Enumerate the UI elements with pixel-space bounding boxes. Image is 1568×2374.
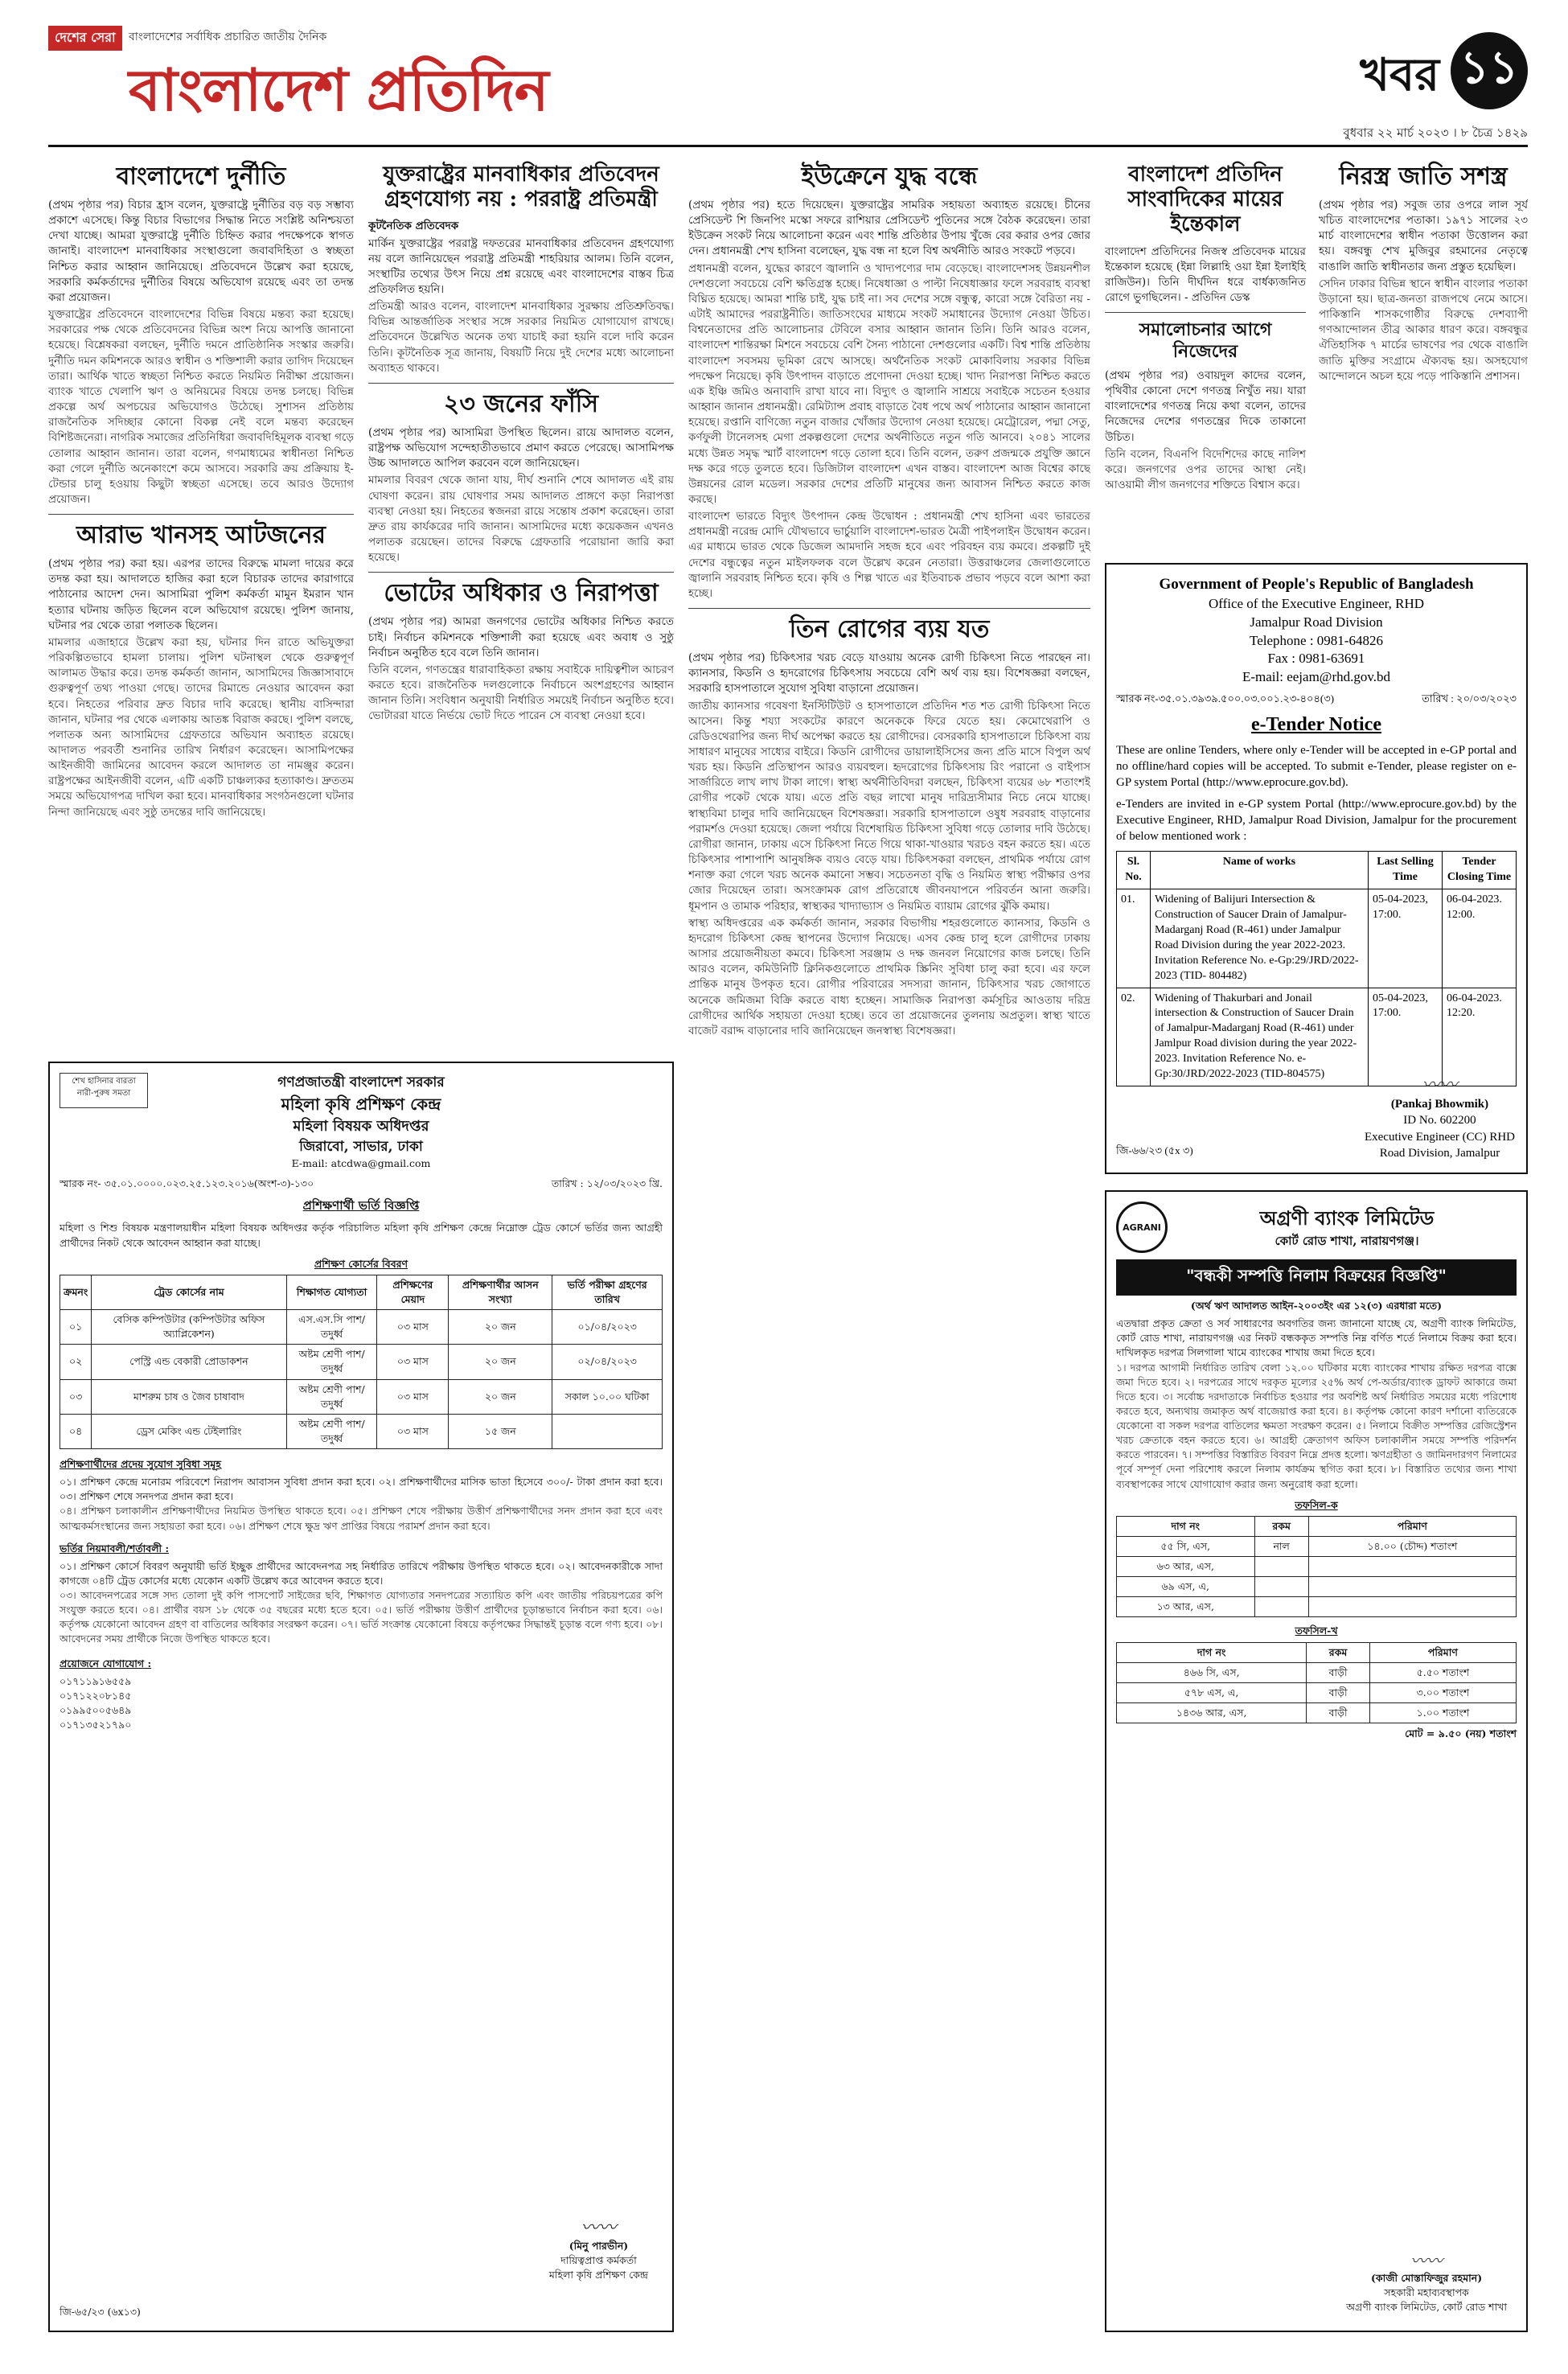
contact-list — [60, 1674, 663, 1733]
schedule-b-table — [1116, 1642, 1517, 1724]
logo-tag: দেশের সেরা — [48, 26, 122, 51]
training-signature — [549, 2214, 648, 2282]
act-reference: (অর্থ ঋণ আদালত আইন-২০০৩ইং এর ১২(৩) এরধারা মতে) — [1190, 1300, 1443, 1312]
section-title: খবর — [1360, 48, 1439, 101]
signer-title: দায়িত্বপ্রাপ্ত কর্মকর্তা — [560, 2253, 637, 2266]
masthead-rule — [48, 145, 1528, 147]
masthead — [48, 18, 1528, 146]
headline-human-rights[interactable]: যুক্তরাষ্ট্রের মানবাধিকার প্রতিবেদন গ্রহণযোগ্য নয় : পররাষ্ট্র প্রতিমন্ত্রী — [383, 162, 659, 212]
table-row — [1117, 1662, 1517, 1682]
center-title: মহিলা কৃষি প্রশিক্ষণ কেন্দ্র — [281, 1094, 441, 1114]
memo-number: স্মারক নং-৩৫.০১.৩৯৩৯.৫০০.০৩.০০১.২৩-৪০৪(৩) — [1116, 692, 1335, 705]
column-2 — [368, 158, 674, 1050]
table-header-row — [60, 1275, 663, 1309]
cell: ১৩ আর, এস, — [1117, 1597, 1255, 1617]
cell: ০১/০৪/২০২৩ — [552, 1310, 663, 1345]
article-body: (প্রথম পৃষ্ঠার পর) করা হয়। এরপর তাদের বিরুদ্ধে মামলা দায়ের করে তদন্ত করা হয়। আদালতে হাজির করা হলে বিচারক তাদের কারাগারে পাঠানোর আদেশ দেন। আসামিরা পুলিশ কর্মকর্তা মামুন ইমরান খান হত্যার ঘটনায় জড়িত ছিলেন বলে অভিযোগ রয়েছে। পুলিশ জানায়, ঘটনার পর থেকে তারা পলাতক ছিলেন। — [48, 557, 354, 632]
division-title: Jamalpur Road Division — [1250, 614, 1383, 630]
column-4-row — [1105, 158, 1528, 495]
cell: বাড়ী — [1307, 1682, 1369, 1702]
cell — [1308, 1597, 1516, 1617]
tender-title: e-Tender Notice — [1251, 713, 1381, 735]
telephone: Telephone : 0981-64826 — [1250, 632, 1383, 648]
column-divider — [368, 572, 674, 573]
slogan-box: শেখ হাসিনার বারতা নারী-পুরুষ সমতা — [60, 1073, 148, 1108]
tender-signature — [1365, 1071, 1515, 1161]
bank-logo-icon: AGRANI — [1116, 1201, 1168, 1253]
facilities-list: ০১। প্রশিক্ষণ কেন্দ্রে মনোরম পরিবেশে নিরাপদ আবাসন সুবিধা প্রদান করা হবে। ০২। প্রশিক্ষণার্থীদের মাসিক ভাতা হিসেবে ৩০০/- টাকা প্রদান করা হবে। ০৩। প্রশিক্ষণ শেষে সনদপত্র প্রদান করা হবে। — [60, 1476, 663, 1503]
article-body-continued: সেদিন ঢাকার বিভিন্ন স্থানে স্বাধীন বাংলার পতাকা উড়ানো হয়। ছাত্র-জনতা রাজপথে নেমে আসে। পাকিস্তানি শাসকগোষ্ঠীর বিরুদ্ধে দেশব্যাপী গণআন্দোলন তীব্র আকার ধারণ করে। বঙ্গবন্ধুর ঐতিহাসিক ৭ মার্চের ভাষণের পর থেকে বাঙালি জাতি মুক্তির সংগ্রামে ঐক্যবদ্ধ হয়। অসহযোগ আন্দোলনে অচল হয়ে পড়ে পাকিস্তানি প্রশাসন। — [1319, 277, 1528, 383]
table-row — [1117, 1536, 1517, 1556]
department-title: মহিলা বিষয়ক অধিদপ্তর — [293, 1117, 429, 1135]
col-header: Name of works — [1151, 852, 1369, 889]
table-header-row — [1117, 1516, 1517, 1536]
headline-disease-cost[interactable]: তিন রোগের ব্যয় যত — [789, 615, 990, 644]
headline-voting-rights[interactable]: ভোটের অধিকার ও নিরাপত্তা — [384, 579, 659, 608]
bank-auction-notice — [1105, 1190, 1528, 2332]
cell: ৬৩ আর, এস, — [1117, 1557, 1255, 1577]
signature-scribble: 〰〰 — [1410, 2250, 1443, 2270]
rules-list: ০১। প্রশিক্ষণ কোর্সে বিবরণ অনুযায়ী ভর্তি ইচ্ছুক প্রার্থীদের আবেদনপত্র সহ নির্ধারিত তারিখে পরীক্ষায় উপস্থিত থাকতে হবে। ০২। আবেদনকারীকে সাদা কাগজে ০৪টি ট্রেড কোর্সের মধ্যে যেকোন একটি উল্লেখ করে আবেদন করতে হবে। — [60, 1559, 663, 1587]
cell: বাড়ী — [1307, 1702, 1369, 1723]
cell: ০২/০৪/২০২৩ — [552, 1345, 663, 1379]
fax: Fax : 0981-63691 — [1267, 651, 1365, 667]
signer-name: (মিনু পারভীন) — [569, 2239, 629, 2252]
article-body-continued: তিনি বলেন, গণতন্ত্রের ধারাবাহিকতা রক্ষায় সবাইকে দায়িত্বশীল আচরণ করতে হবে। রাজনৈতিক দলগুলোকে নির্বাচনে অংশগ্রহণের আহ্বান জানান তিনি। সংবিধান অনুযায়ী নির্ধারিত সময়েই নির্বাচন অনুষ্ঠিত হবে। ভোটাররা যাতে নির্ভয়ে ভোট দিতে পারেন সে ব্যবস্থা নেওয়া হবে। — [368, 663, 674, 723]
col-header: ভর্তি পরীক্ষা গ্রহণের তারিখ — [552, 1275, 663, 1309]
col-header: দাগ নং — [1117, 1516, 1255, 1536]
cell: বেসিক কম্পিউটার (কম্পিউটার অফিস অ্যাপ্লিকেশন) — [92, 1310, 286, 1345]
tender-invitation: e-Tenders are invited in e-GP system Portal (http://www.eprocure.gov.bd) by the Executive Engineer, RHD, Jamalpur Road Division, Jamalpur for the procurement of below mentioned work : — [1116, 797, 1517, 844]
cell: ১৪৩৬ আর, এস, — [1117, 1702, 1307, 1723]
article-body-continued: মামলার বিবরণ থেকে জানা যায়, দীর্ঘ শুনানি শেষে আদালত এই রায় ঘোষণা করেন। রায় ঘোষণার সময় আদালত প্রাঙ্গণে কড়া নিরাপত্তা ব্যবস্থা নেওয়া হয়। নিহতের স্বজনরা রায়ে সন্তোষ প্রকাশ করেছেন। তারা দ্রুত রায় কার্যকরের দাবি জানান। আসামিদের মধ্যে কয়েকজন এখনও পলাতক রয়েছেন। তাদের বিরুদ্ধে গ্রেফতারি পরোয়ানা জারি করা হয়েছে। — [368, 474, 674, 565]
cell: এস.এস.সি পাশ/তদুর্ধ্ব — [286, 1310, 377, 1345]
column-divider — [688, 608, 1090, 609]
cell: ৬৯ এস, এ, — [1117, 1577, 1255, 1597]
armed-nation-block — [1319, 158, 1528, 495]
notice-title: প্রশিক্ষণার্থী ভর্তি বিজ্ঞপ্তি — [302, 1197, 420, 1213]
memo-row — [1116, 692, 1517, 706]
col-header: রকম — [1254, 1516, 1308, 1536]
column-divider — [1105, 312, 1306, 313]
byline: কূটনৈতিক প্রতিবেদক — [368, 220, 459, 233]
article-body-continued: স্বাস্থ্য অধিদপ্তরের এক কর্মকর্তা জানান, সরকার বিভাগীয় শহরগুলোতে ক্যানসার, কিডনি ও হৃদরোগ চিকিৎসা কেন্দ্র স্থাপনের উদ্যোগ নিয়েছে। এসব কেন্দ্র চালু হলে রোগীদের ঢাকায় আসার প্রয়োজনীয়তা কমবে। চিকিৎসা সরঞ্জাম ও দক্ষ জনবল নিয়োগের কাজ চলছে। তিনি আরও বলেন, কমিউনিটি ক্লিনিকগুলোতে প্রাথমিক স্ক্রিনিং সুবিধা চালু করা হবে। এর ফলে প্রান্তিক মানুষ উপকৃত হবে। রোগীর পরিবারের সদস্যরা জানান, চিকিৎসার খরচ জোগাতে অনেকে জমিজমা বিক্রি করতে বাধ্য হচ্ছেন। সামাজিক নিরাপত্তা কর্মসূচির আওতায় দরিদ্র রোগীদের আর্থিক সহায়তা দেওয়া হচ্ছে। তবে তা প্রয়োজনের তুলনায় অপ্রতুল। স্বাস্থ্য খাতে বাজেট বরাদ্দ বাড়ানোর দাবি জানিয়েছেন জনস্বাস্থ্য বিশেষজ্ঞরা। — [688, 916, 1090, 1037]
rules-title: ভর্তির নিয়মাবলী/শর্তাবলী : — [60, 1542, 170, 1555]
auction-body: এতদ্বারা প্রকৃত ক্রেতা ও সর্ব সাধারণের অবগতির জন্য জানানো যাচ্ছে যে, অগ্রণী ব্যাংক লিমিটেড, কোর্ট রোড শাখা, নারায়ণগঞ্জ এর নিকট বন্ধককৃত সম্পত্তি নিম্ন বর্ণিত শর্তে নিলামে বিক্রয় করা হবে। দাখিলকৃত দরপত্র সিলগালা খামে ব্যাংকের শাখায় জমা দিতে হবে। — [1116, 1317, 1517, 1359]
facilities-continued: ০৪। প্রশিক্ষণ চলাকালীন প্রশিক্ষণার্থীদের নিয়মিত উপস্থিত থাকতে হবে। ০৫। প্রশিক্ষণ শেষে পরীক্ষায় উত্তীর্ণ প্রশিক্ষণার্থীদের সনদ প্রদান করা হবে এবং আত্মকর্মসংস্থানের জন্য সহায়তা করা হবে। ০৬। প্রশিক্ষণ শেষে ক্ষুদ্র ঋণ প্রাপ্তির বিষয়ে পরামর্শ প্রদান করা হবে। — [60, 1505, 663, 1532]
cell-selling: 05-04-2023, 17:00. — [1369, 988, 1443, 1086]
article-body: (প্রথম পৃষ্ঠার পর) সবুজ তার ওপরে লাল সূর্য খচিত বাংলাদেশের পতাকা। ১৯৭১ সালের ২৩ মার্চ বাংলাদেশের স্বাধীন পতাকা উত্তোলন করা হয়। বঙ্গবন্ধু শেখ মুজিবুর রহমানের নেতৃত্বে বাঙালি জাতি স্বাধীনতার জন্য প্রস্তুত হয়েছিল। — [1319, 199, 1528, 273]
bank-name: অগ্রণী ব্যাংক লিমিটেড — [1259, 1205, 1435, 1230]
cell-closing: 06-04-2023. 12:20. — [1443, 988, 1517, 1086]
article-body: (প্রথম পৃষ্ঠার পর) ওবায়দুল কাদের বলেন, পৃথিবীর কোনো দেশে গণতন্ত্র নিখুঁত নয়। যারা বাংলাদেশের গণতন্ত্র নিয়ে কথা বলেন, তাদের নিজেদের দেশের গণতন্ত্রের দিকে তাকানো উচিত। — [1105, 368, 1306, 444]
article-body: মার্কিন যুক্তরাষ্ট্রের পররাষ্ট্র দফতরের মানবাধিকার প্রতিবেদন গ্রহণযোগ্য নয় বলে জানিয়েছেন পররাষ্ট্র প্রতিমন্ত্রী শাহরিয়ার আলম। তিনি বলেন, সংস্থাটির তথ্যের উৎস নিয়ে প্রশ্ন রয়েছে এবং বাংলাদেশের বাস্তব চিত্র প্রতিফলিত হয়নি। — [368, 236, 674, 296]
article-body-continued: বাংলাদেশ ভারতে বিদ্যুৎ উৎপাদন কেন্দ্র উদ্বোধন : প্রধানমন্ত্রী শেখ হাসিনা এবং ভারতের প্রধানমন্ত্রী নরেন্দ্র মোদি যৌথভাবে ভার্চুয়ালি বাংলাদেশ-ভারত মৈত্রী পাইপলাইন উদ্বোধন করেন। এর মাধ্যমে ভারত থেকে ডিজেল আমদানি সহজ হবে এবং পরিবহন ব্যয় কমবে। প্রকল্পটি দুই দেশের বন্ধুত্বের নতুন মাইলফলক বলে উল্লেখ করেন নেতারা। উত্তরাঞ্চলের জেলাগুলোতে জ্বালানি সরবরাহ নিশ্চিত হবে। কৃষি ও শিল্প খাতে এর ইতিবাচক প্রভাব পড়বে বলে আশা করা হচ্ছে। — [688, 510, 1090, 600]
ad-code: জি-৬৬/২৩ (৫x ৩) — [1116, 1144, 1193, 1157]
cell: ১.০০ শতাংশ — [1369, 1702, 1516, 1723]
col-header: প্রশিক্ষণার্থীর আসন সংখ্যা — [449, 1275, 552, 1309]
email-link[interactable]: E-mail: eejam@rhd.gov.bd — [1242, 669, 1391, 685]
col-header: পরিমাণ — [1369, 1642, 1516, 1662]
cell — [1308, 1577, 1516, 1597]
cell-work: Widening of Thakurbari and Jonail intersection & Construction of Saucer Drain of Jamalpur-Madarganj Road (R-461) under Jamlpur Road division during the year 2022-2023. Invitation Reference No. e-Gp:30/JRD/2022-2023 (TID-804575) — [1151, 988, 1369, 1086]
cell — [1254, 1577, 1308, 1597]
schedule-a-title: তফসিল-ক — [1295, 1498, 1338, 1511]
cell: মাশরুম চাষ ও জৈব চাষাবাদ — [92, 1379, 286, 1414]
cell: নাল — [1254, 1536, 1308, 1556]
bank-header — [1116, 1201, 1517, 1253]
cell: ০৩ মাস — [377, 1310, 449, 1345]
table-row — [60, 1379, 663, 1414]
schedule-a-table — [1116, 1516, 1517, 1618]
article-body: (প্রথম পৃষ্ঠার পর) আসামিরা উপস্থিত ছিলেন। রায়ে আদালত বলেন, রাষ্ট্রপক্ষ অভিযোগ সন্দেহাতীতভাবে প্রমাণ করতে পেরেছে। আসামিপক্ষ উচ্চ আদালতে আপিল করবেন বলে জানিয়েছেন। — [368, 425, 674, 470]
auction-body-continued: ১। দরপত্র আগামী নির্ধারিত তারিখ বেলা ১২.০০ ঘটিকার মধ্যে ব্যাংকের শাখায় রক্ষিত দরপত্র বাক্সে জমা দিতে হবে। ২। দরপত্রের সাথে দরকৃত মূল্যের ২৫% অর্থ পে-অর্ডার/ব্যাংক ড্রাফট আকারে জমা দিতে হবে। ৩। সর্বোচ্চ দরদাতাকে নির্বাচিত হওয়ার পর অবশিষ্ট অর্থ নির্ধারিত সময়ের মধ্যে পরিশোধ করতে হবে, অন্যথায় জমাকৃত অর্থ বাজেয়াপ্ত করা হবে। ৪। কর্তৃপক্ষ কোনো কারণ দর্শানো ব্যতিরেকে যেকোনো বা সকল দরপত্র বাতিলের ক্ষমতা সংরক্ষণ করেন। ৫। নিলামে বিক্রীত সম্পত্তির রেজিস্ট্রেশন খরচ ক্রেতাকে বহন করতে হবে। ৬। আগ্রহী ক্রেতাগণ অফিস চলাকালীন সময়ে সম্পত্তি পরিদর্শন করতে পারবেন। ৭। সম্পত্তির বিস্তারিত বিবরণ নিম্নে প্রদত্ত হলো। ঋণগ্রহীতা ও জামিনদারগণ নিলামের পূর্বে সম্পূর্ণ দেনা পরিশোধ করলে নিলাম কার্যক্রম স্থগিত করা হবে। ৮। বিস্তারিত তথ্যের জন্য শাখা ব্যবস্থাপকের সাথে যোগাযোগ করার জন্য অনুরোধ করা হলো। — [1116, 1361, 1517, 1490]
cell: ১৫ জন — [449, 1414, 552, 1448]
cell: ০৩ মাস — [377, 1379, 449, 1414]
article-body: বাংলাদেশ প্রতিদিনের নিজস্ব প্রতিবেদক মায়ের ইন্তেকাল হয়েছে (ইন্না লিল্লাহি ওয়া ইন্না ইলাইহি রাজিউন)। তিনি দীর্ঘদিন ধরে বার্ধক্যজনিত রোগে ভুগছিলেন। - প্রতিদিন ডেস্ক — [1105, 244, 1306, 305]
cell: ৫.৫০ শতাংশ — [1369, 1662, 1516, 1682]
article-body-continued: প্রধানমন্ত্রী বলেন, যুদ্ধের কারণে জ্বালানি ও খাদ্যপণ্যের দাম বেড়েছে। বাংলাদেশসহ উন্নয়নশীল দেশগুলো সবচেয়ে বেশি ক্ষতিগ্রস্ত হচ্ছে। নিষেধাজ্ঞা ও পাল্টা নিষেধাজ্ঞার ফলে সরবরাহ ব্যবস্থা বিঘ্নিত হয়েছে। আমরা শান্তি চাই, যুদ্ধ চাই না। সব দেশের সঙ্গে বন্ধুত্ব, কারো সঙ্গে বৈরিতা নয় - এটাই আমাদের পররাষ্ট্রনীতি। জাতিসংঘের মাধ্যমে সংকট সমাধানের উদ্যোগ নেওয়া উচিত। বিশ্বনেতাদের প্রতি আলোচনার টেবিলে বসার আহ্বান জানান তিনি। তিনি আরও বলেন, বাংলাদেশ শান্তিরক্ষা মিশনে সবচেয়ে বেশি সৈন্য পাঠানো দেশগুলোর একটি। বিশ্ব শান্তি প্রতিষ্ঠায় বাংলাদেশ সবসময় ভূমিকা রেখে আসছে। অর্থনৈতিক সংকট মোকাবিলায় সরকার বিভিন্ন পদক্ষেপ নিয়েছে। কৃষি উৎপাদন বাড়াতে প্রণোদনা দেওয়া হচ্ছে। খাদ্য নিরাপত্তা নিশ্চিত করতে এক ইঞ্চি জমিও অনাবাদি রাখা যাবে না। বিদ্যুৎ ও জ্বালানি সাশ্রয়ে সবাইকে সচেতন হওয়ার আহ্বান জানান প্রধানমন্ত্রী। রেমিট্যান্স প্রবাহ বাড়াতে বৈধ পথে অর্থ পাঠানোর আহ্বান জানানো হয়েছে। রপ্তানি বাণিজ্যে নতুন বাজার খোঁজার উদ্যোগ নেওয়া হয়েছে। মেট্রোরেল, পদ্মা সেতু, কর্ণফুলী টানেলসহ মেগা প্রকল্পগুলো দেশের অর্থনীতিতে নতুন গতি আনবে। ২০৪১ সালের মধ্যে উন্নত সমৃদ্ধ স্মার্ট বাংলাদেশ গড়ে তোলা হবে। তিনি বলেন, তরুণ প্রজন্মকে প্রযুক্তি জ্ঞানে দক্ষ করে গড়ে তুলতে হবে। ডিজিটাল বাংলাদেশ এখন বাস্তব। বাংলাদেশ আজ বিশ্বের কাছে উন্নয়নের রোল মডেল। সরকার দেশের প্রতিটি মানুষের জন্য আবাসন নিশ্চিত করতে কাজ করছে। — [688, 261, 1090, 506]
cell: ২০ জন — [449, 1379, 552, 1414]
column-3 — [688, 158, 1090, 2361]
cell: ড্রেস মেকিং এন্ড টেইলারিং — [92, 1414, 286, 1448]
signer-office: Road Division, Jamalpur — [1379, 1146, 1500, 1160]
schedule-total: মোট = ৯.৫০ (নয়) শতাংশ — [1405, 1727, 1517, 1739]
tender-notice — [1105, 563, 1528, 1174]
cell — [1308, 1557, 1516, 1577]
headline-verdict[interactable]: ২৩ জনের ফাঁসি — [443, 389, 599, 418]
facilities-title: প্রশিক্ষণার্থীদের প্রদেয় সুযোগ সুবিধা সমূহ — [60, 1458, 221, 1470]
cell: ০৪ — [60, 1414, 92, 1448]
headline-ukraine[interactable]: ইউক্রেনে যুদ্ধ বন্ধে — [801, 162, 978, 191]
table-header-row — [1117, 1642, 1517, 1662]
cell: অষ্টম শ্রেণী পাশ/তদুর্ধ্ব — [286, 1379, 377, 1414]
logo-subtitle: বাংলাদেশের সর্বাধিক প্রচারিত জাতীয় দৈনিক — [129, 31, 327, 43]
table-row — [1117, 1597, 1517, 1617]
column-divider — [48, 514, 354, 515]
article-body-continued: যুক্তরাষ্ট্রের প্রতিবেদনে বাংলাদেশের বিভিন্ন বিষয়ে মন্তব্য করা হয়েছে। সরকারের পক্ষ থেকে প্রতিবেদনের বিভিন্ন অংশ নিয়ে আপত্তি জানানো হয়েছে। বিশ্লেষকরা বলছেন, দুর্নীতি দমনে প্রাতিষ্ঠানিক সংস্কার জরুরি। দুর্নীতি দমন কমিশনকে আরও স্বাধীন ও শক্তিশালী করার তাগিদ দিয়েছেন তারা। আর্থিক খাতে স্বচ্ছতা নিশ্চিত করতে নিয়মিত নিরীক্ষা প্রয়োজন। ব্যাংক খাতে খেলাপি ঋণ ও অনিয়মের বিষয়ে তদন্ত চলছে। বিভিন্ন প্রকল্পে অর্থ অপচয়ের অভিযোগও উঠেছে। সুশাসন প্রতিষ্ঠায় রাজনৈতিক সদিচ্ছার কোনো বিকল্প নেই বলে মন্তব্য করেছেন বিশিষ্টজনেরা। নাগরিক সমাজের প্রতিনিধিরা জবাবদিহিমূলক ব্যবস্থা গড়ে তোলার আহ্বান জানান। তারা বলেন, গণমাধ্যমের স্বাধীনতা নিশ্চিত করা গেলে দুর্নীতি অনেকাংশে কমে আসবে। সরকারি ক্রয় প্রক্রিয়ায় ই-টেন্ডার চালু হওয়ায় কিছুটা স্বচ্ছতা এসেছে। তবে আরও উদ্যোগ প্রয়োজন। — [48, 308, 354, 506]
cell-sl: 02. — [1117, 988, 1151, 1086]
column-divider — [368, 383, 674, 384]
course-table — [60, 1275, 663, 1449]
memo-number: স্মারক নং- ৩৫.০১.০০০০.০২৩.২৫.১২৩.২০১৬(অংশ-৩)-১৩০ — [60, 1177, 314, 1189]
signer-title: সহকারী মহাব্যবস্থাপক — [1384, 2286, 1469, 2298]
article-body: (প্রথম পৃষ্ঠার পর) বিচার হ্রাস বলেন, যুক্তরাষ্ট্রে দুর্নীতির বড় বড় সম্ভাব্য প্রকাশে এসেছে। কিন্তু বিচার বিভাগের সিদ্ধান্ত নিতে সংশ্লিষ্ট অনিশ্চয়তা দেখা যাচ্ছে। আমরা যুক্তরাষ্ট্রে দুর্নীতি চিহ্নিত করার পদক্ষেপকে স্বাগত জানাই। বাংলাদেশ মানবাধিকার সংস্থাগুলো জবাবদিহিতা ও স্বচ্ছতা নিশ্চিত করার আহ্বান জানিয়েছে। প্রতিবেদনে উল্লেখ করা হয়েছে, সরকারি কর্মকর্তাদের দুর্নীতির বিষয়ে অভিযোগ রয়েছে এবং তা তদন্ত করা প্রয়োজন। — [48, 199, 354, 304]
table-title: প্রশিক্ষণ কোর্সের বিবরণ — [314, 1257, 408, 1270]
cell: ৪৬৬ সি, এস, — [1117, 1662, 1307, 1682]
article-body-continued: প্রতিমন্ত্রী আরও বলেন, বাংলাদেশ মানবাধিকার সুরক্ষায় প্রতিশ্রুতিবদ্ধ। বিভিন্ন আন্তর্জাতিক সংস্থার সঙ্গে সরকার নিয়মিত যোগাযোগ রাখছে। প্রতিবেদনে উল্লেখিত অনেক তথ্য যাচাই করা হয়নি বলে দাবি করেন তিনি। কূটনৈতিক সূত্র জানায়, বিষয়টি নিয়ে দুই দেশের মধ্যে আলোচনা অব্যাহত থাকবে। — [368, 300, 674, 375]
headline-obituary[interactable]: বাংলাদেশ প্রতিদিন সাংবাদিকের মায়ের ইন্তেকাল — [1127, 162, 1283, 237]
cell: ৫৫ সি, এস, — [1117, 1536, 1255, 1556]
cell: ০৩ — [60, 1379, 92, 1414]
office-title: Office of the Executive Engineer, RHD — [1208, 595, 1425, 611]
cell: পেস্ট্রি এন্ড বেকারী প্রোডাকশন — [92, 1345, 286, 1379]
cell-sl: 01. — [1117, 889, 1151, 988]
cell: বাড়ী — [1307, 1662, 1369, 1682]
obituary-block — [1105, 158, 1306, 495]
table-row — [1117, 889, 1517, 988]
contact-phone[interactable]: ০১৭১১৯১৬৫৫৯ — [60, 1674, 132, 1687]
memo-row — [60, 1177, 663, 1191]
table-row — [1117, 1557, 1517, 1577]
column-4 — [1105, 158, 1528, 552]
cell — [1254, 1557, 1308, 1577]
table-row — [1117, 1577, 1517, 1597]
contact-phone[interactable]: ০১৯৯৫০০৫৬৪৯ — [60, 1703, 132, 1716]
col-header: Tender Closing Time — [1443, 852, 1517, 889]
col-header: শিক্ষাগত যোগ্যতা — [286, 1275, 377, 1309]
cell: সকাল ১০.০০ ঘটিকা — [552, 1379, 663, 1414]
article-body: (প্রথম পৃষ্ঠার পর) আমরা জনগণের ভোটের অধিকার নিশ্চিত করতে চাই। নির্বাচন কমিশনকে শক্তিশালী করা হয়েছে এবং অবাধ ও সুষ্ঠু নির্বাচন অনুষ্ঠিত হবে বলে তিনি জানান। — [368, 615, 674, 659]
contact-title: প্রয়োজনে যোগাযোগ : — [60, 1657, 152, 1670]
article-body-continued: তিনি বলেন, বিএনপি বিদেশিদের কাছে নালিশ করে। জনগণের ওপর তাদের আস্থা নেই। আওয়ামী লীগ জনগণের শক্তিতে বিশ্বাস করে। — [1105, 447, 1306, 492]
headline-corruption[interactable]: বাংলাদেশে দুর্নীতি — [116, 162, 286, 191]
col-header: দাগ নং — [1117, 1642, 1307, 1662]
article-body: (প্রথম পৃষ্ঠার পর) চিকিৎসার খরচ বেড়ে যাওয়ায় অনেক রোগী চিকিৎসা নিতে পারছেন না। ক্যানসার, কিডনি ও হৃদরোগের চিকিৎসায় সবচেয়ে বেশি অর্থ ব্যয় হয়। বিশেষজ্ঞরা বলছেন, সরকারি হাসপাতালে সুযোগ সুবিধা বাড়ানো প্রয়োজন। — [688, 651, 1090, 696]
location: জিরাবো, সাভার, ঢাকা — [299, 1138, 423, 1155]
signer-office: মহিলা কৃষি প্রশিক্ষণ কেন্দ্র — [548, 2268, 648, 2281]
col-header: ক্রমনং — [60, 1275, 92, 1309]
email-link[interactable]: E-mail: atcdwa@gmail.com — [291, 1157, 431, 1170]
table-row — [1117, 1702, 1517, 1723]
table-row — [60, 1345, 663, 1379]
signer-name: (কাজী মোস্তাফিজুর রহমান) — [1371, 2271, 1483, 2284]
cell: ৩.০০ শতাংশ — [1369, 1682, 1516, 1702]
cell: ৫৭৮ এস, এ, — [1117, 1682, 1307, 1702]
article-body: (প্রথম পৃষ্ঠার পর) হতে দিয়েছেন। যুক্তরাষ্ট্রের সামরিক সহায়তা অব্যাহত রয়েছে। চীনের প্রেসিডেন্ট শি জিনপিং মস্কো সফরে রাশিয়ার প্রেসিডেন্ট পুতিনের সঙ্গে বৈঠক করেছেন। তারা ইউক্রেন সংকট নিয়ে আলোচনা করেন এবং শান্তি প্রতিষ্ঠার উপায় খুঁজে বের করার ওপর জোর দেন। প্রধানমন্ত্রী শেখ হাসিনা বলেছেন, যুদ্ধ বন্ধ না হলে বিশ্ব অর্থনীতি আরও সংকটে পড়বে। — [688, 199, 1090, 258]
tender-intro: These are online Tenders, where only e-Tender will be accepted in e-GP portal and no offline/hard copies will be accepted. To submit e-Tender, please register on e-GP system Portal (http://www.eprocure.gov.bd). — [1116, 743, 1517, 790]
headline-arrest[interactable]: আরাভ খানসহ আটজনের — [76, 521, 326, 550]
rules-continued: ০৩। আবেদনপত্রের সঙ্গে সদ্য তোলা দুই কপি পাসপোর্ট সাইজের ছবি, শিক্ষাগত যোগ্যতার সনদপত্রের সত্যায়িত কপি এবং জাতীয় পরিচয়পত্রের কপি সংযুক্ত করতে হবে। ০৪। প্রার্থীর বয়স ১৮ থেকে ৩৫ বছরের মধ্যে হতে হবে। ০৫। ভর্তি পরীক্ষায় উত্তীর্ণ প্রার্থীদের চূড়ান্তভাবে নির্বাচন করা হবে। ০৬। কর্তৃপক্ষ যেকোনো আবেদন গ্রহণ বা বাতিলের অধিকার সংরক্ষণ করেন। ০৭। ভর্তি সংক্রান্ত যেকোনো বিষয়ে কর্তৃপক্ষের সিদ্ধান্তই চূড়ান্ত বলে গণ্য হবে। ০৮। আবেদনের সময় প্রার্থীকে নিজে উপস্থিত থাকতে হবে। — [60, 1589, 663, 1645]
col-header: প্রশিক্ষণের মেয়াদ — [377, 1275, 449, 1309]
column-1 — [48, 158, 354, 1050]
cell-work: Widening of Balijuri Intersection & Construction of Saucer Drain of Jamalpur-Madarganj Road (R-461) under Jamalpur Road Division during the year 2022-2023. Invitation Reference No. e-Gp:29/JRD/2022-2023 (TID- 804482) — [1151, 889, 1369, 988]
cell: ০১ — [60, 1310, 92, 1345]
bank-signature — [1346, 2248, 1507, 2314]
dateline: বুধবার ২২ মার্চ ২০২৩ । ৮ চৈত্র ১৪২৯ — [1343, 125, 1528, 140]
notice-intro: মহিলা ও শিশু বিষয়ক মন্ত্রণালয়াধীন মহিলা বিষয়ক অধিদপ্তর কর্তৃক পরিচালিত মহিলা কৃষি প্রশিক্ষণ কেন্দ্রে নিম্নোক্ত ট্রেড কোর্সে ভর্তির জন্য আগ্রহী প্রার্থীদের নিকট থেকে আবেদন আহ্বান করা যাচ্ছে। — [60, 1222, 663, 1249]
gov-title: গণপ্রজাতন্ত্রী বাংলাদেশ সরকার — [277, 1074, 445, 1090]
tender-table — [1116, 851, 1517, 1086]
cell: ১৪.০০ (চৌদ্দ) শতাংশ — [1308, 1536, 1516, 1556]
page-number: ১১ — [1451, 32, 1528, 109]
auction-banner: "বন্ধকী সম্পত্তি নিলাম বিক্রয়ের বিজ্ঞপ্তি" — [1116, 1259, 1517, 1296]
table-row — [60, 1310, 663, 1345]
signer-id: ID No. 602200 — [1403, 1114, 1476, 1127]
cell-selling: 05-04-2023, 17:00. — [1369, 889, 1443, 988]
signature-scribble: 〰〰 — [581, 2217, 617, 2238]
col-header: ট্রেড কোর্সের নাম — [92, 1275, 286, 1309]
col-header: পরিমাণ — [1308, 1516, 1516, 1536]
schedule-b-title: তফসিল-খ — [1295, 1624, 1338, 1637]
bank-title-block — [1177, 1205, 1517, 1251]
headline-armed-nation[interactable]: নিরস্ত্র জাতি সশস্ত্র — [1339, 162, 1508, 191]
col-header: রকম — [1307, 1642, 1369, 1662]
article-body-continued: জাতীয় ক্যানসার গবেষণা ইনস্টিটিউট ও হাসপাতালে প্রতিদিন শত শত রোগী চিকিৎসা নিতে আসেন। কিন্তু শয্যা সংকটের কারণে অনেককে ফিরে যেতে হয়। কেমোথেরাপি ও রেডিওথেরাপির জন্য দীর্ঘ অপেক্ষা করতে হয় রোগীদের। বেসরকারি হাসপাতালে চিকিৎসা ব্যয় সাধারণ মানুষের সাধ্যের বাইরে। কিডনি রোগীদের ডায়ালাইসিসের জন্য প্রতি মাসে বিপুল অর্থ খরচ হয়। কিডনি প্রতিস্থাপন আরও ব্যয়বহুল। হৃদরোগের চিকিৎসায় রিং পরানো ও বাইপাস সার্জারিতে লাখ লাখ টাকা লাগে। স্বাস্থ্য অর্থনীতিবিদরা বলছেন, চিকিৎসা ব্যয়ের ৬৮ শতাংশই রোগীর পকেট থেকে যায়। এতে প্রতি বছর লাখো মানুষ দারিদ্র্যসীমার নিচে নেমে যাচ্ছে। স্বাস্থ্যবিমা চালুর দাবি জানিয়েছেন বিশেষজ্ঞরা। সরকারি হাসপাতালে ওষুধ সরবরাহ বাড়ানোর পরামর্শও দেওয়া হয়েছে। জেলা পর্যায়ে বিশেষায়িত চিকিৎসা সুবিধা গড়ে তোলার দাবি উঠেছে। রোগীরা জানান, ঢাকায় এসে চিকিৎসা নিতে গিয়ে থাকা-খাওয়ার খরচও বহন করতে হয়। এতে চিকিৎসার পাশাপাশি আনুষঙ্গিক ব্যয়ও বেড়ে যায়। চিকিৎসকরা বলছেন, প্রাথমিক পর্যায়ে রোগ শনাক্ত করা গেলে খরচ অনেক কমানো সম্ভব। সচেতনতা বৃদ্ধি ও নিয়মিত স্বাস্থ্য পরীক্ষার ওপর জোর দিয়েছেন তারা। অসংক্রামক রোগ প্রতিরোধে জীবনযাপনে পরিবর্তন আনা জরুরি। ধূমপান ও তামাক পরিহার, স্বাস্থ্যকর খাদ্যাভ্যাস ও নিয়মিত ব্যায়াম রোগের ঝুঁকি কমায়। — [688, 699, 1090, 913]
cell: ০৩ মাস — [377, 1345, 449, 1379]
signer-name: (Pankaj Bhowmik) — [1390, 1098, 1489, 1111]
bank-branch: কোর্ট রোড শাখা, নারায়ণগঞ্জ। — [1275, 1233, 1419, 1248]
signer-office: অগ্রণী ব্যাংক লিমিটেড, কোর্ট রোড শাখা — [1346, 2300, 1507, 2313]
contact-phone[interactable]: ০১৭১২২০৮১৪৫ — [60, 1689, 132, 1702]
cell: ০২ — [60, 1345, 92, 1379]
memo-date: তারিখ : ২০/০৩/২০২৩ — [1422, 692, 1517, 705]
contact-phone[interactable]: ০১৭১৩৫২১৭৯০ — [60, 1719, 132, 1731]
signer-title: Executive Engineer (CC) RHD — [1364, 1130, 1515, 1144]
memo-date: তারিখ : ১২/০৩/২০২৩ খ্রি. — [551, 1177, 663, 1189]
cell: ২০ জন — [449, 1345, 552, 1379]
cell — [552, 1414, 663, 1448]
cell: ২০ জন — [449, 1310, 552, 1345]
training-notice — [48, 1062, 674, 2332]
cell-closing: 06-04-2023. 12:00. — [1443, 889, 1517, 988]
ad-code: জি-৬৫/২৩ (৬x১৩) — [60, 2305, 141, 2318]
table-header-row — [1117, 852, 1517, 889]
table-row — [60, 1414, 663, 1448]
signature-scribble: 〰〰 — [1422, 1074, 1458, 1095]
headline-criticism[interactable]: সমালোচনার আগে নিজেদের — [1139, 319, 1272, 362]
cell: অষ্টম শ্রেণী পাশ/তদুর্ধ্ব — [286, 1345, 377, 1379]
cell — [1254, 1597, 1308, 1617]
gov-title: Government of People's Republic of Bangladesh — [1159, 576, 1474, 593]
cell: অষ্টম শ্রেণী পাশ/তদুর্ধ্ব — [286, 1414, 377, 1448]
article-body-continued: মামলার এজাহারে উল্লেখ করা হয়, ঘটনার দিন রাতে অভিযুক্তরা পরিকল্পিতভাবে হামলা চালায়। পুলিশ ঘটনাস্থল থেকে গুরুত্বপূর্ণ আলামত উদ্ধার করে। তদন্ত কর্মকর্তা জানান, আসামিদের জিজ্ঞাসাবাদে গুরুত্বপূর্ণ তথ্য পাওয়া গেছে। তাদের রিমান্ডে নেওয়ার আবেদন করা হবে। নিহতের পরিবার দ্রুত বিচার দাবি করেছে। স্থানীয় বাসিন্দারা জানান, ঘটনার পর থেকে এলাকায় আতঙ্ক বিরাজ করছে। পুলিশ বলছে, পলাতক অন্য আসামিদের গ্রেফতারে অভিযান অব্যাহত রয়েছে। আদালত পরবর্তী শুনানির তারিখ নির্ধারণ করেছেন। আসামিপক্ষের আইনজীবী জামিনের আবেদন করলে আদালত তা নামঞ্জুর করেন। রাষ্ট্রপক্ষের আইনজীবী বলেন, এটি একটি চাঞ্চল্যকর হত্যাকাণ্ড। দ্রুততম সময়ে অভিযোগপত্র দাখিল করা হবে। মানবাধিকার সংগঠনগুলো ঘটনার নিন্দা জানিয়েছে এবং সুষ্ঠু তদন্তের দাবি জানিয়েছে। — [48, 635, 354, 819]
cell: ০৩ মাস — [377, 1414, 449, 1448]
col-header: Sl. No. — [1117, 852, 1151, 889]
table-row — [1117, 1682, 1517, 1702]
col-header: Last Selling Time — [1369, 852, 1443, 889]
newspaper-logo[interactable]: বাংলাদেশ প্রতিদিন — [129, 55, 548, 124]
